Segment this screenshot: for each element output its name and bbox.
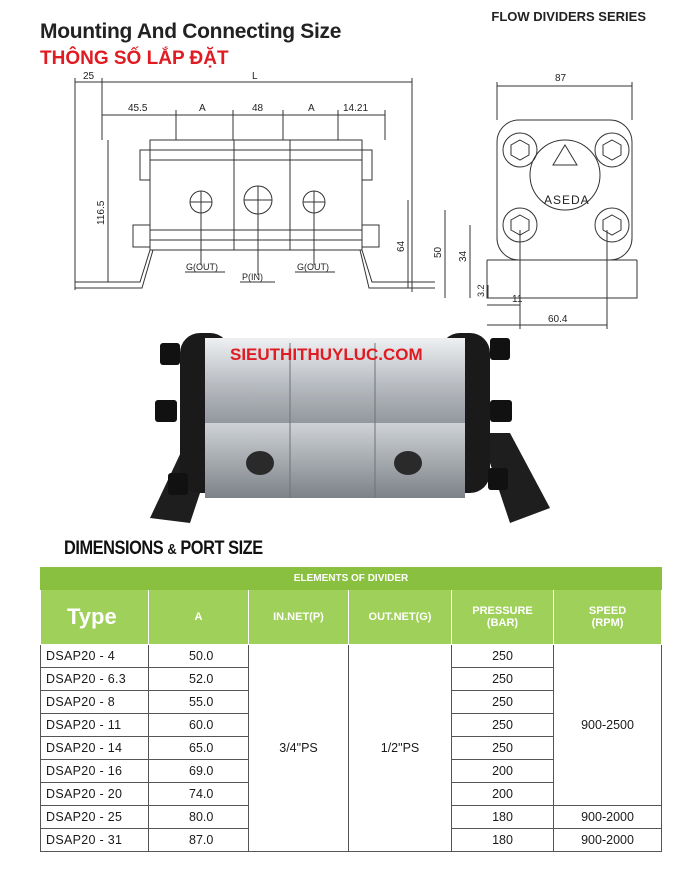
port-right	[394, 451, 422, 475]
header-in: IN.NET(P)	[249, 590, 349, 645]
dim-3-2: 3.2	[476, 284, 486, 297]
cell-a: 52.0	[149, 668, 249, 691]
cell-pressure: 200	[452, 760, 554, 783]
mounting-drawing	[0, 64, 700, 329]
table-row	[41, 645, 662, 668]
dim-64: 64	[396, 240, 407, 252]
cell-a: 80.0	[149, 806, 249, 829]
cell-a: 60.0	[149, 714, 249, 737]
cell-pressure: 200	[452, 783, 554, 806]
header-speed	[554, 590, 662, 645]
cell-pressure: 250	[452, 668, 554, 691]
cell-pressure: 250	[452, 691, 554, 714]
series-label: FLOW DIVIDERS SERIES	[491, 9, 646, 24]
cell-type: DSAP20 - 25	[41, 806, 149, 829]
dim-A1: A	[199, 103, 206, 114]
dim-14-21: 14.21	[343, 103, 369, 114]
header-out: OUT.NET(G)	[349, 590, 452, 645]
brand-aseda: ASEDA	[544, 193, 590, 207]
port-left	[246, 451, 274, 475]
cell-pressure: 250	[452, 737, 554, 760]
table-caption: ELEMENTS OF DIVIDER	[41, 568, 662, 590]
cell-type: DSAP20 - 6.3	[41, 668, 149, 691]
watermark-text: SIEUTHITHUYLUC.COM	[230, 345, 423, 364]
cell-type: DSAP20 - 14	[41, 737, 149, 760]
dimensions-table	[40, 567, 662, 852]
section-title-amp: &	[167, 541, 177, 558]
header-pressure-label: PRESSURE	[472, 605, 533, 617]
cell-in-net: 3/4"PS	[249, 645, 349, 852]
header-speed-label: SPEED	[588, 605, 627, 617]
dim-116-5: 116.5	[96, 200, 107, 225]
cell-type: DSAP20 - 8	[41, 691, 149, 714]
cell-a: 55.0	[149, 691, 249, 714]
header-speed-unit: (RPM)	[591, 617, 624, 629]
cell-speed-25: 900-2000	[554, 806, 662, 829]
cell-out-net: 1/2"PS	[349, 645, 452, 852]
cell-a: 74.0	[149, 783, 249, 806]
cell-a: 65.0	[149, 737, 249, 760]
cell-type: DSAP20 - 4	[41, 645, 149, 668]
page-title: Mounting And Connecting Size	[40, 20, 342, 43]
dim-45-5: 45.5	[128, 103, 148, 114]
cell-pressure: 180	[452, 829, 554, 852]
cell-speed-31: 900-2000	[554, 829, 662, 852]
port-g-right-label: G(OUT)	[297, 262, 329, 272]
header-type: Type	[41, 590, 149, 645]
cell-type: DSAP20 - 16	[41, 760, 149, 783]
product-photo	[150, 328, 560, 528]
side-view-body	[150, 140, 362, 250]
cell-type: DSAP20 - 11	[41, 714, 149, 737]
header-pressure-unit: (BAR)	[486, 617, 519, 629]
port-g-left-label: G(OUT)	[186, 262, 218, 272]
cell-pressure: 250	[452, 714, 554, 737]
dim-A2: A	[308, 103, 315, 114]
dim-87: 87	[555, 73, 567, 84]
page-subtitle: THÔNG SỐ LẮP ĐẶT	[40, 48, 229, 69]
section-title-sub: PORT SIZE	[180, 538, 263, 559]
section-title-main: DIMENSIONS	[64, 538, 164, 559]
section-title	[64, 538, 263, 560]
dim-11: 11	[512, 294, 523, 305]
dim-48: 48	[252, 103, 264, 114]
cell-speed-group: 900-2500	[554, 645, 662, 806]
header-a: A	[149, 590, 249, 645]
dim-25: 25	[83, 71, 95, 82]
port-p-label: P(IN)	[242, 272, 263, 282]
cell-a: 50.0	[149, 645, 249, 668]
cell-type: DSAP20 - 20	[41, 783, 149, 806]
dim-34: 34	[458, 250, 469, 262]
dim-50: 50	[433, 246, 444, 258]
cell-pressure: 250	[452, 645, 554, 668]
cell-pressure: 180	[452, 806, 554, 829]
header-pressure	[452, 590, 554, 645]
dim-60-4: 60.4	[548, 314, 568, 325]
dim-L: L	[252, 71, 258, 82]
body-front	[205, 423, 465, 498]
cell-a: 69.0	[149, 760, 249, 783]
cell-a: 87.0	[149, 829, 249, 852]
cell-type: DSAP20 - 31	[41, 829, 149, 852]
